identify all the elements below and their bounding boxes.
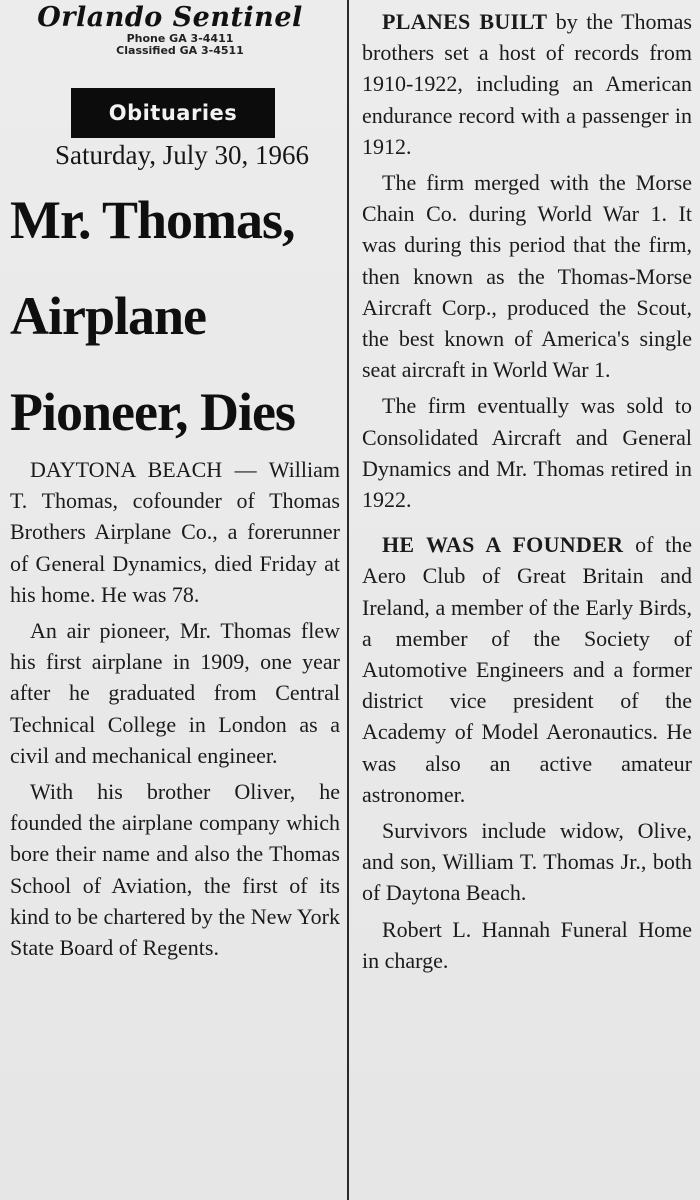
paragraph [362, 529, 692, 810]
phone-line: Phone GA 3-4411 [126, 32, 234, 45]
paragraph-text: of the Aero Club of Great Britain and Ireland, a member of the Early Birds, a member of the Society of Automotive Engineers and a former district vice president of the Academy of Model Aeronautics. He was also an active amateur astronomer. [362, 532, 693, 807]
column-rule [347, 0, 349, 1200]
paragraph: Survivors include widow, Olive, and son, William T. Thomas Jr., both of Daytona Beach. [362, 818, 692, 906]
headline [10, 172, 346, 460]
dateline-lead: DAYTONA BEACH — [30, 457, 257, 482]
paragraph-text: William T. Thomas, cofounder of Thomas Brothers Airplane Co., a forerunner of General Dynamics, died Friday at his home. He was 78. [10, 457, 340, 607]
paragraph-text: by the Thomas brothers set a host of records from 1910-1922, including an American endurance record with a passenger in 1912. [362, 9, 692, 159]
paragraph [10, 454, 340, 610]
left-article-body [10, 454, 340, 963]
paragraph: With his brother Oliver, he founded the airplane company which bore their name and also the Thomas School of Aviation, the first of its kind to be chartered by the New York State Board of Regents. [10, 779, 340, 961]
headline-line-2: Airplane [10, 286, 207, 346]
subhead-lead: HE WAS A FOUNDER [382, 532, 624, 558]
paragraph: Robert L. Hannah Funeral Home in charge. [362, 916, 692, 973]
dateline: Saturday, July 30, 1966 [55, 140, 309, 170]
right-article-body [362, 6, 692, 976]
left-column [10, 0, 338, 1200]
subhead-lead: PLANES BUILT [382, 9, 548, 34]
paragraph [362, 6, 692, 162]
section-banner: Obituaries [71, 88, 275, 138]
paragraph: An air pioneer, Mr. Thomas flew his first airplane in 1909, one year after he graduated from Central Technical College in London as a civil and mechanical engineer. [10, 618, 340, 768]
classified-line: Classified GA 3-4511 [116, 44, 244, 57]
paragraph: The firm eventually was sold to Consolidated Aircraft and General Dynamics and Mr. Thomas retired in 1922. [362, 393, 692, 513]
paper-name: Orlando Sentinel [37, 2, 303, 33]
right-column [362, 0, 692, 1200]
headline-line-1: Mr. Thomas, [10, 190, 295, 250]
paragraph: The firm merged with the Morse Chain Co. during World War 1. It was during this period that the firm, then known as the Thomas-Morse Aircraft Corp., produced the Scout, the best known of America's single seat aircraft in World War 1. [362, 170, 692, 383]
headline-line-3: Pioneer, Dies [10, 382, 295, 442]
masthead [37, 2, 320, 57]
